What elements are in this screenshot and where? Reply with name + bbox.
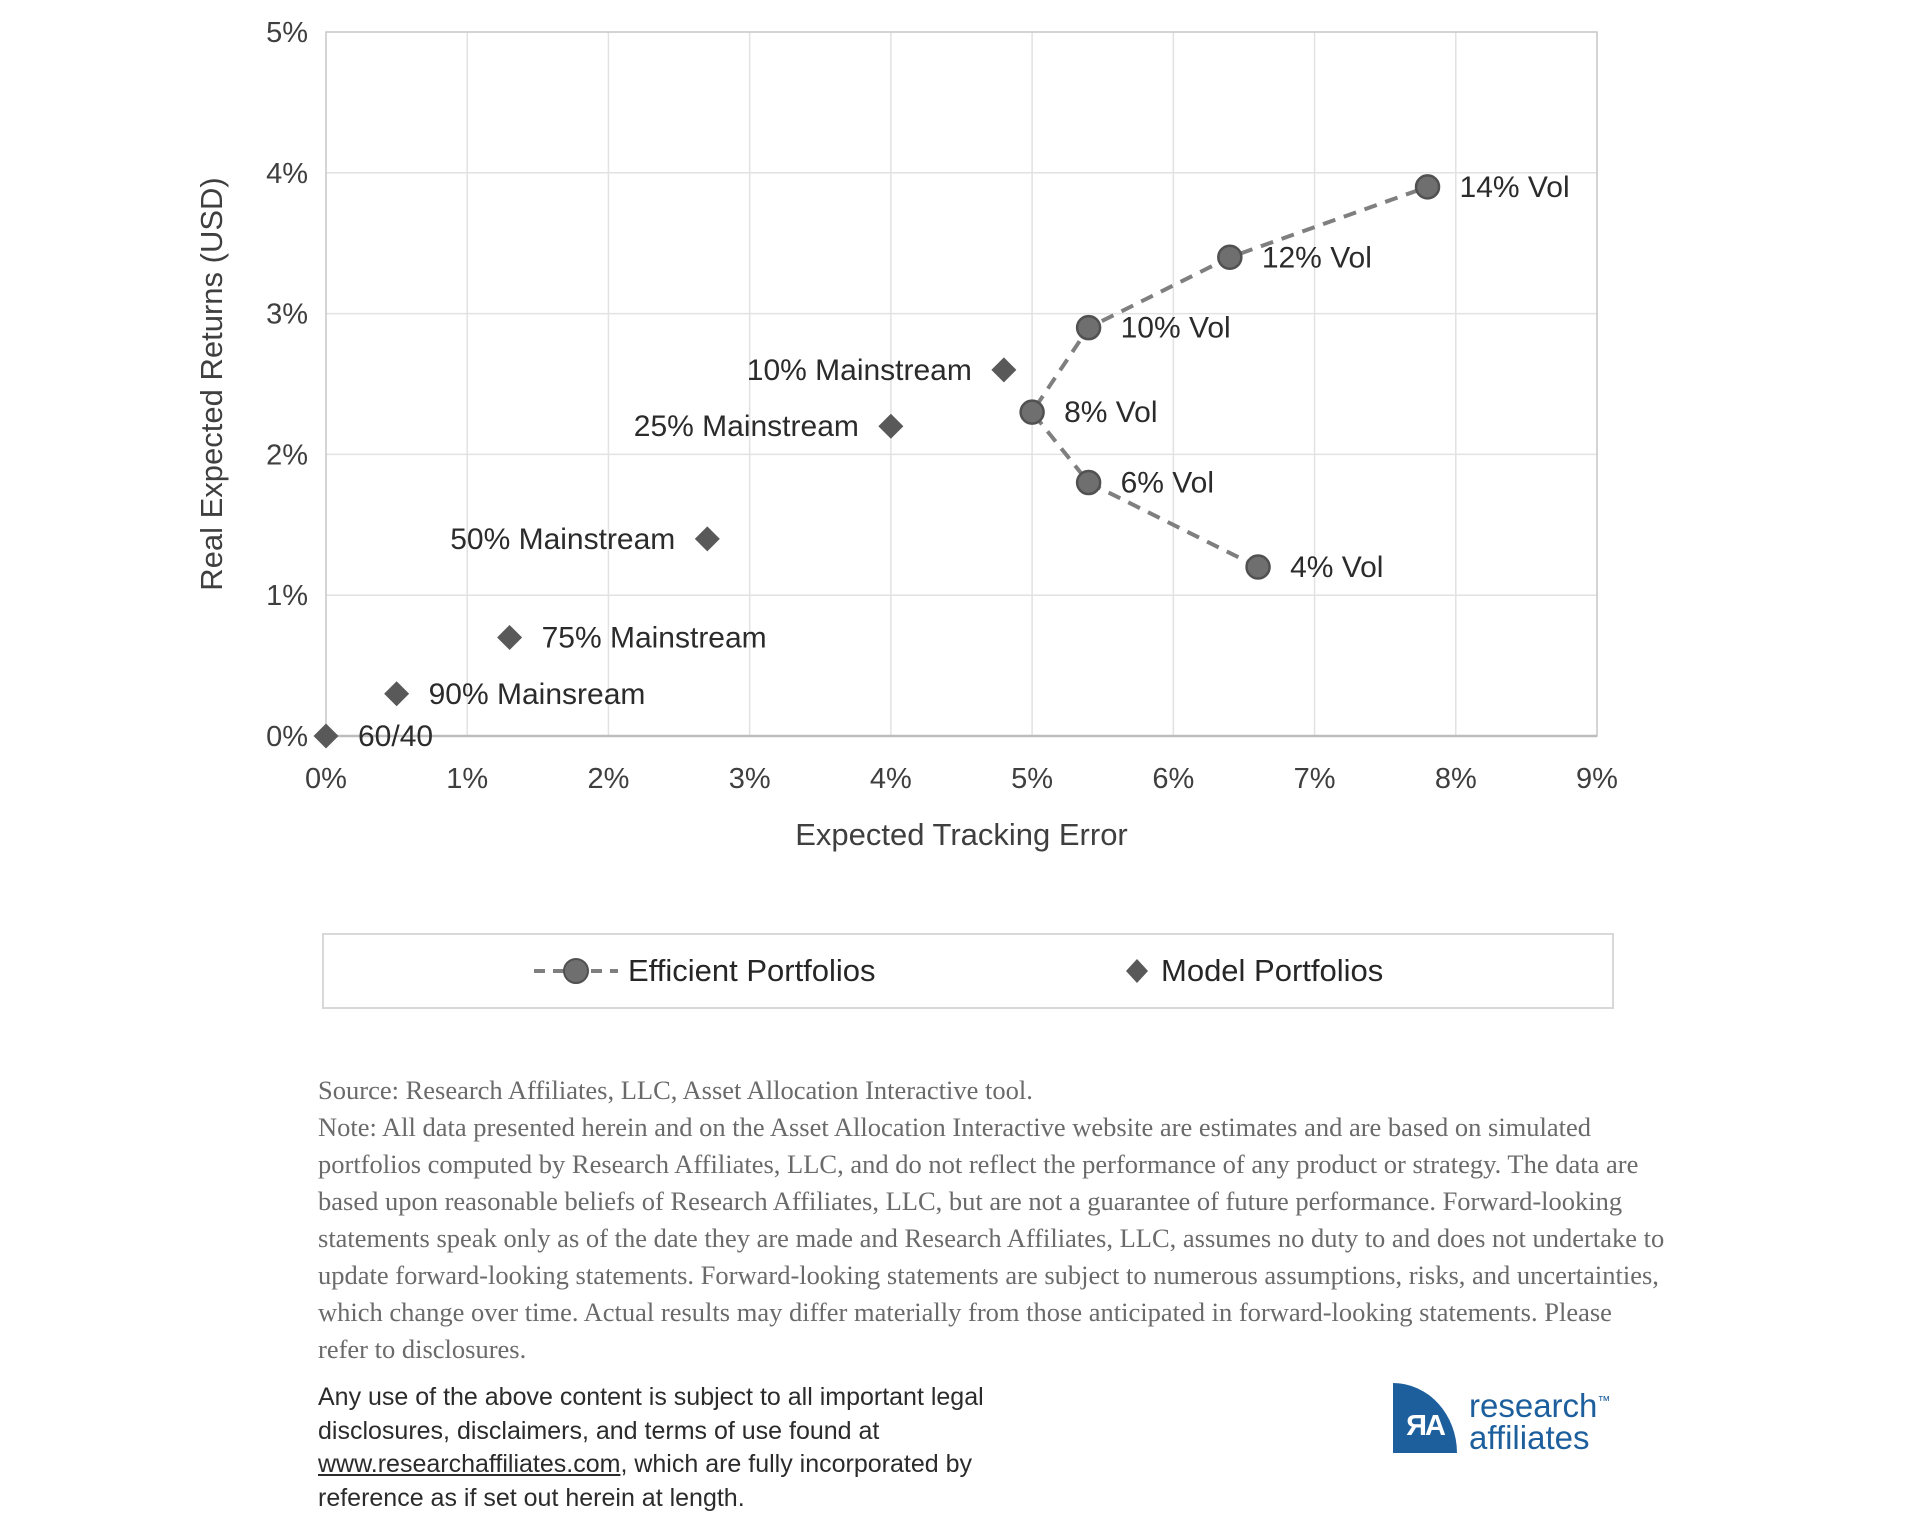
data-point-label: 10% Mainstream xyxy=(746,353,972,387)
y-tick-label: 3% xyxy=(266,298,308,331)
logo-mark-icon xyxy=(1393,1383,1457,1453)
legend-label-model: Model Portfolios xyxy=(1161,953,1384,988)
data-point-diamond xyxy=(384,681,409,706)
data-point-label: 8% Vol xyxy=(1064,396,1158,430)
y-tick-label: 2% xyxy=(266,439,308,472)
dashed-line-circle-icon xyxy=(534,957,618,985)
y-tick-label: 0% xyxy=(266,721,308,753)
y-tick-label: 5% xyxy=(266,17,308,49)
logo-tm: ™ xyxy=(1597,1393,1611,1408)
data-point-label: 25% Mainstream xyxy=(633,410,859,444)
data-point-label: 4% Vol xyxy=(1290,551,1384,585)
logo-monogram: ЯA xyxy=(1406,1409,1444,1442)
data-point-circle xyxy=(1218,246,1241,269)
data-point-circle xyxy=(1247,556,1270,579)
legend-label-efficient: Efficient Portfolios xyxy=(628,953,876,988)
x-tick-label: 7% xyxy=(1293,763,1336,795)
diamond-icon xyxy=(1123,956,1151,986)
data-point-diamond xyxy=(695,526,720,551)
legend-item-model-portfolios xyxy=(1123,935,1383,1007)
data-point-circle xyxy=(1077,471,1100,494)
x-tick-label: 1% xyxy=(446,763,489,795)
data-point-label: 14% Vol xyxy=(1459,170,1570,204)
x-tick-label: 9% xyxy=(1576,763,1618,795)
y-tick-label: 4% xyxy=(266,157,308,190)
chart-legend xyxy=(322,933,1614,1009)
data-point-label: 6% Vol xyxy=(1120,466,1215,500)
y-tick-label: 1% xyxy=(266,580,308,613)
data-point-label: 90% Mainsream xyxy=(428,677,646,711)
logo-wordmark xyxy=(1469,1385,1610,1454)
note-paragraph: Note: All data presented herein and on the Asset Allocation Interactive website are estimates and are based on simulated portfolios computed by Research Affiliates, LLC, and do not reflect the performance of any product or strategy. The data are based upon reasonable beliefs of Research Affiliates, LLC, but are not a guarantee of future performance. Forward-looking statements speak only as of the date they are made and Research Affiliates, LLC, assumes no duty to and does not undertake to update forward-looking statements. Forward-looking statements are subject to numerous assumptions, risks, and uncertainties, which change over time. Actual results may differ materially from those anticipated in forward-looking statements. Please refer to disclosures. xyxy=(318,1112,1665,1364)
data-point-diamond xyxy=(991,357,1016,382)
data-point-circle xyxy=(1077,316,1100,339)
data-point-label: 75% Mainstream xyxy=(541,621,767,655)
data-point-circle xyxy=(1416,175,1439,198)
data-point-label: 12% Vol xyxy=(1261,241,1372,275)
legend-item-efficient-portfolios xyxy=(534,935,876,1007)
source-note-block xyxy=(318,1072,1666,1368)
data-point-label: 10% Vol xyxy=(1120,311,1231,345)
data-point-diamond xyxy=(314,724,339,749)
research-affiliates-logo xyxy=(1393,1383,1610,1454)
x-tick-label: 3% xyxy=(728,763,771,795)
x-axis-title: Expected Tracking Error xyxy=(795,817,1128,852)
x-tick-label: 6% xyxy=(1152,763,1195,795)
logo-word-research: research xyxy=(1469,1387,1598,1424)
data-point-diamond xyxy=(878,414,903,439)
logo-word-affiliates: affiliates xyxy=(1469,1419,1590,1456)
x-tick-label: 8% xyxy=(1434,763,1477,795)
data-point-diamond xyxy=(497,625,522,650)
y-axis-title: Real Expected Returns (USD) xyxy=(194,177,229,591)
x-tick-label: 4% xyxy=(869,763,912,795)
x-tick-label: 5% xyxy=(1011,763,1054,795)
x-tick-label: 2% xyxy=(587,763,630,795)
researchaffiliates-link[interactable]: www.researchaffiliates.com xyxy=(318,1450,621,1478)
source-line: Source: Research Affiliates, LLC, Asset Allocation Interactive tool. xyxy=(318,1075,1033,1105)
legal-disclaimer xyxy=(318,1381,1034,1515)
data-point-label: 60/40 xyxy=(358,720,434,753)
disclaimer-suffix: , which are fully incorporated by reference as if set out herein at length. xyxy=(318,1450,972,1512)
disclaimer-prefix: Any use of the above content is subject to all important legal disclosures, disclaimers, and terms of use found at xyxy=(318,1383,984,1445)
data-point-label: 50% Mainstream xyxy=(450,522,676,556)
data-point-circle xyxy=(1021,401,1044,424)
x-tick-label: 0% xyxy=(305,763,347,795)
